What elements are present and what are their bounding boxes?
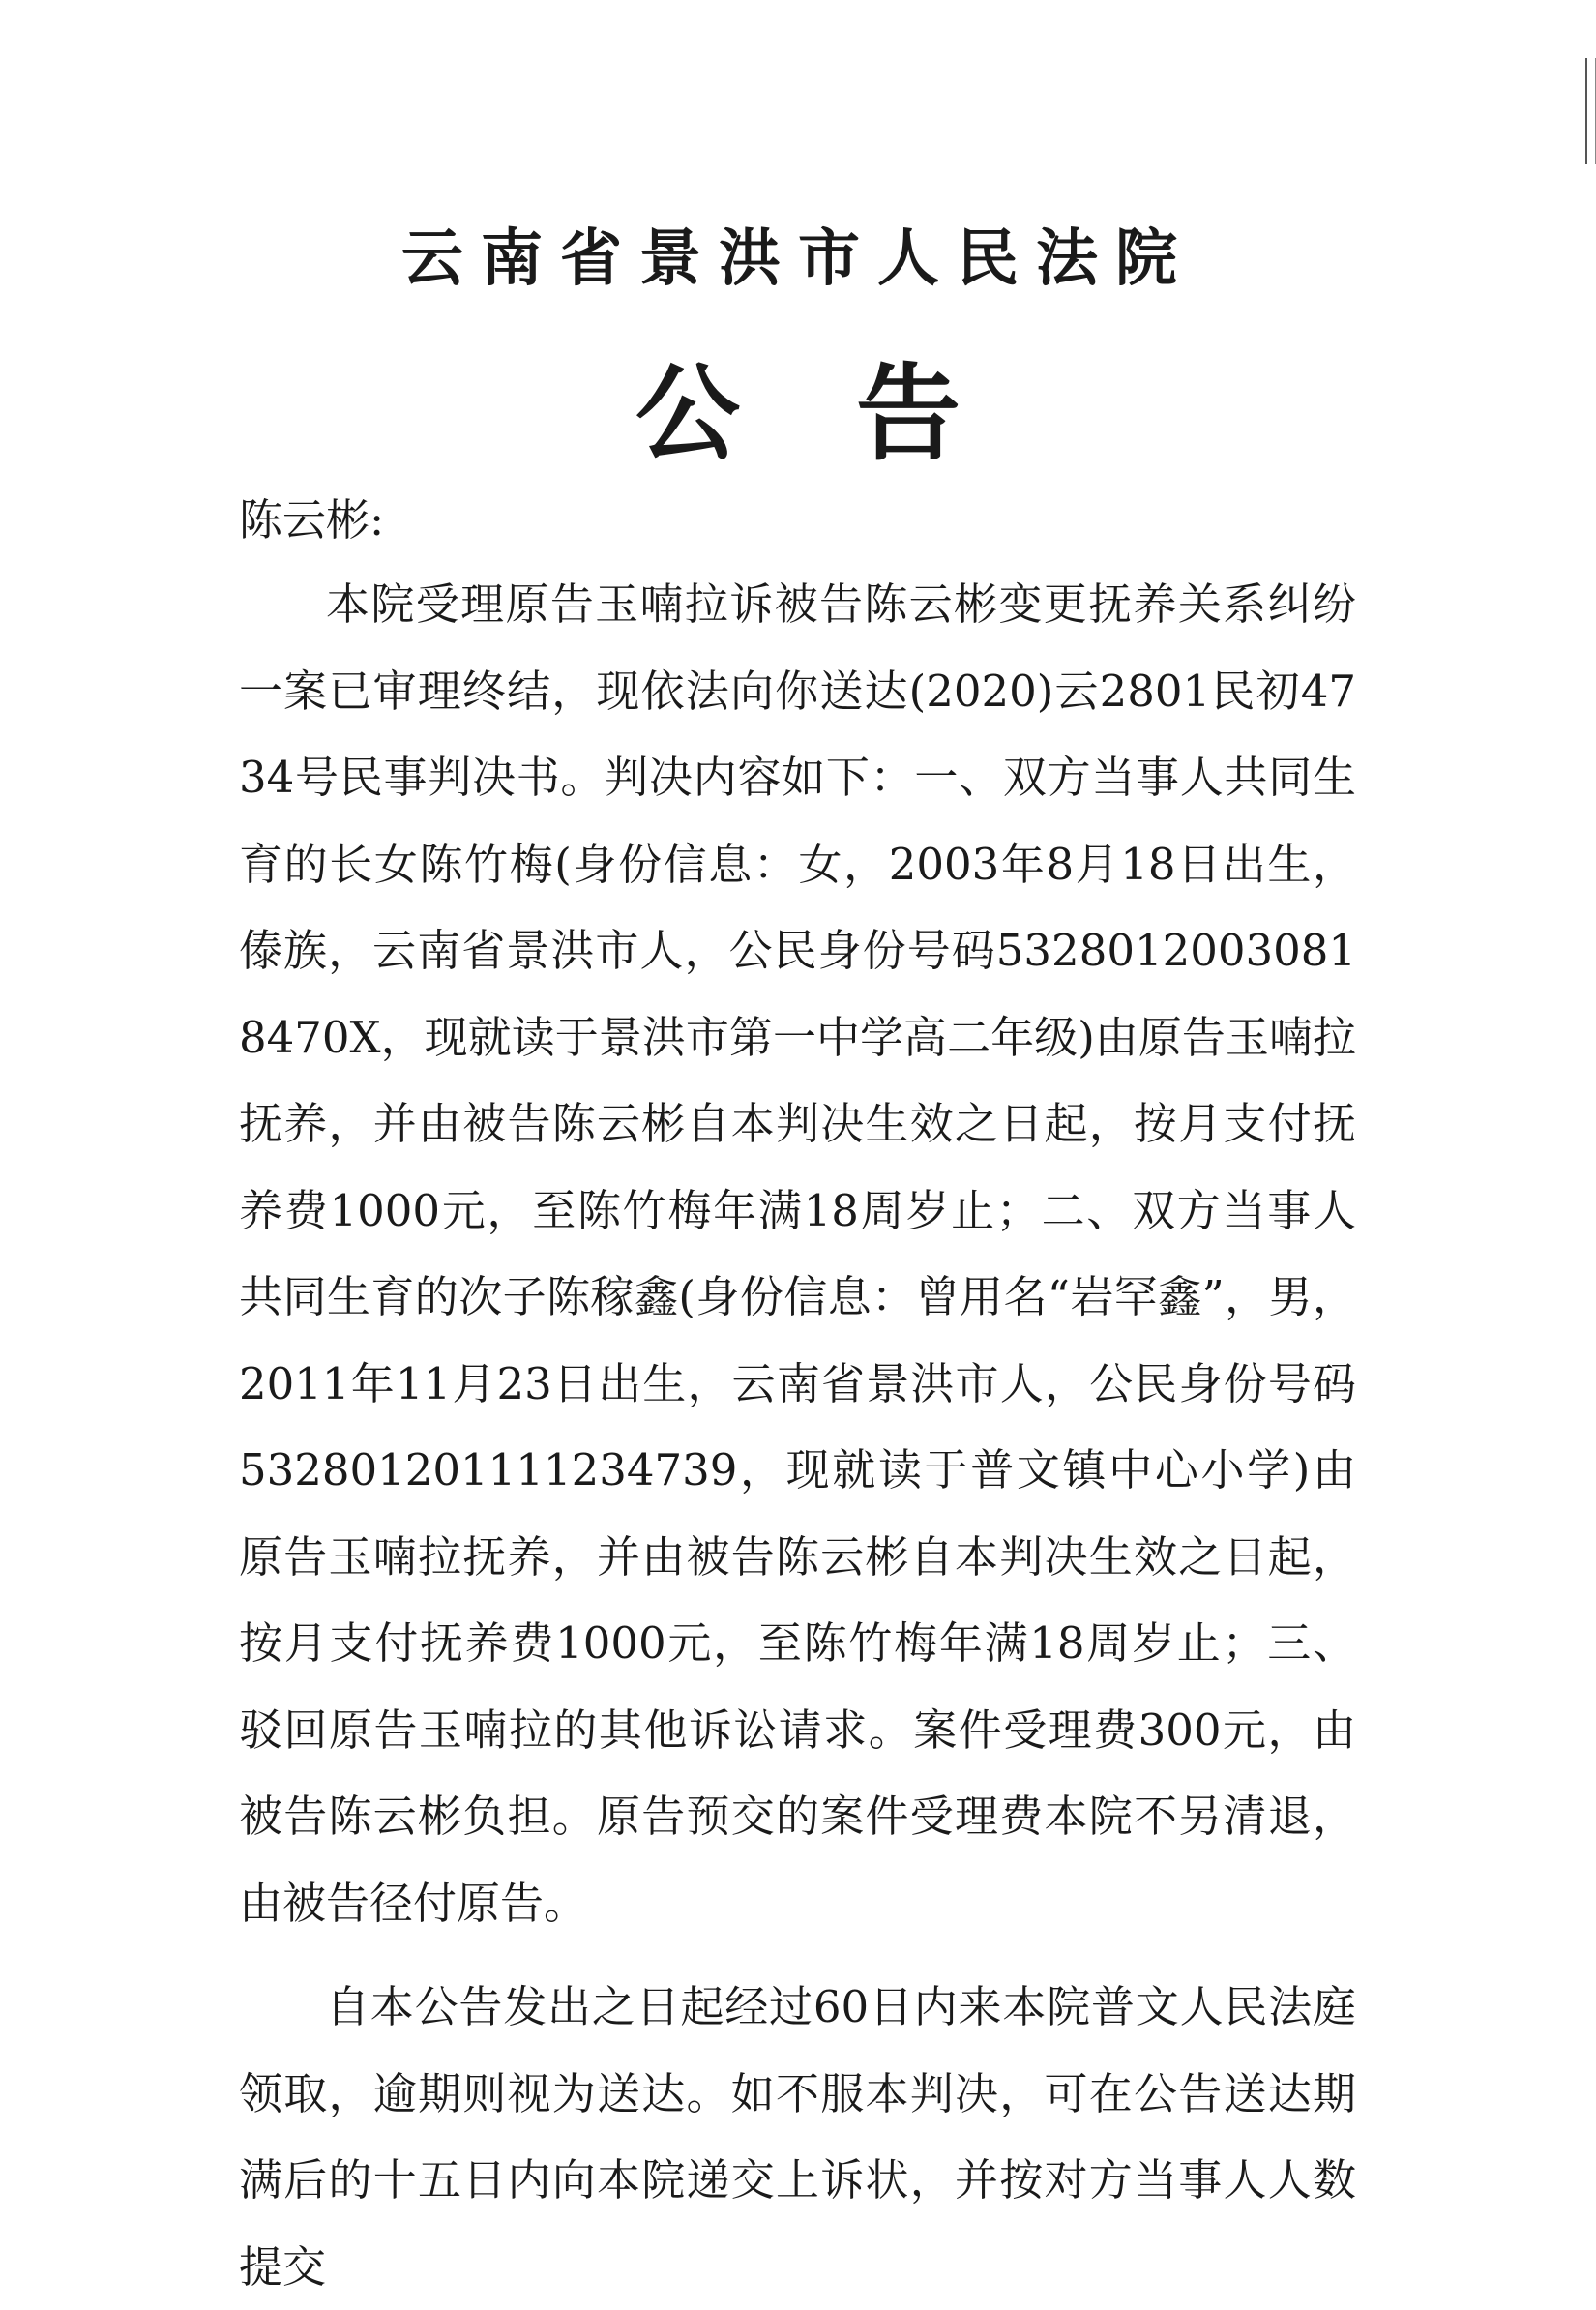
notice-body (239, 561, 1356, 2310)
court-name-heading: 云南省景洪市人民法院 (401, 222, 1195, 295)
judgment-paragraph: 本院受理原告玉喃拉诉被告陈云彬变更抚养关系纠纷一案已审理终结，现依法向你送达(2020)云2801民初4734号民事判决书。判决内容如下：一、双方当事人共同生育的长女陈竹梅(身份信息：女，2003年8月18日出生，傣族，云南省景洪市人，公民身份号码53280120030818470X，现就读于景洪市第一中学高二年级)由原告玉喃拉抚养，并由被告陈云彬自本判决生效之日起，按月支付抚养费1000元，至陈竹梅年满18周岁止；二、双方当事人共同生育的次子陈稼鑫(身份信息：曾用名“岩罕鑫”，男，2011年11月23日出生，云南省景洪市人，公民身份号码532801201111234739，现就读于普文镇中心小学)由原告玉喃拉抚养，并由被告陈云彬自本判决生效之日起，按月支付抚养费1000元，至陈竹梅年满18周岁止；三、驳回原告玉喃拉的其他诉讼请求。案件受理费300元，由被告陈云彬负担。原告预交的案件受理费本院不另清退，由被告径付原告。 (239, 578, 1356, 1929)
addressee: 陈云彬: (239, 494, 385, 546)
collection-paragraph: 自本公告发出之日起经过60日内来本院普文人民法庭领取，逾期则视为送达。如不服本判决，可在公告送达期满后的十五日内向本院递交上诉状，并按对方当事人人数提交 (239, 1981, 1356, 2293)
document-type-heading: 公告 (635, 353, 1077, 475)
scan-edge-mark (1585, 58, 1596, 164)
